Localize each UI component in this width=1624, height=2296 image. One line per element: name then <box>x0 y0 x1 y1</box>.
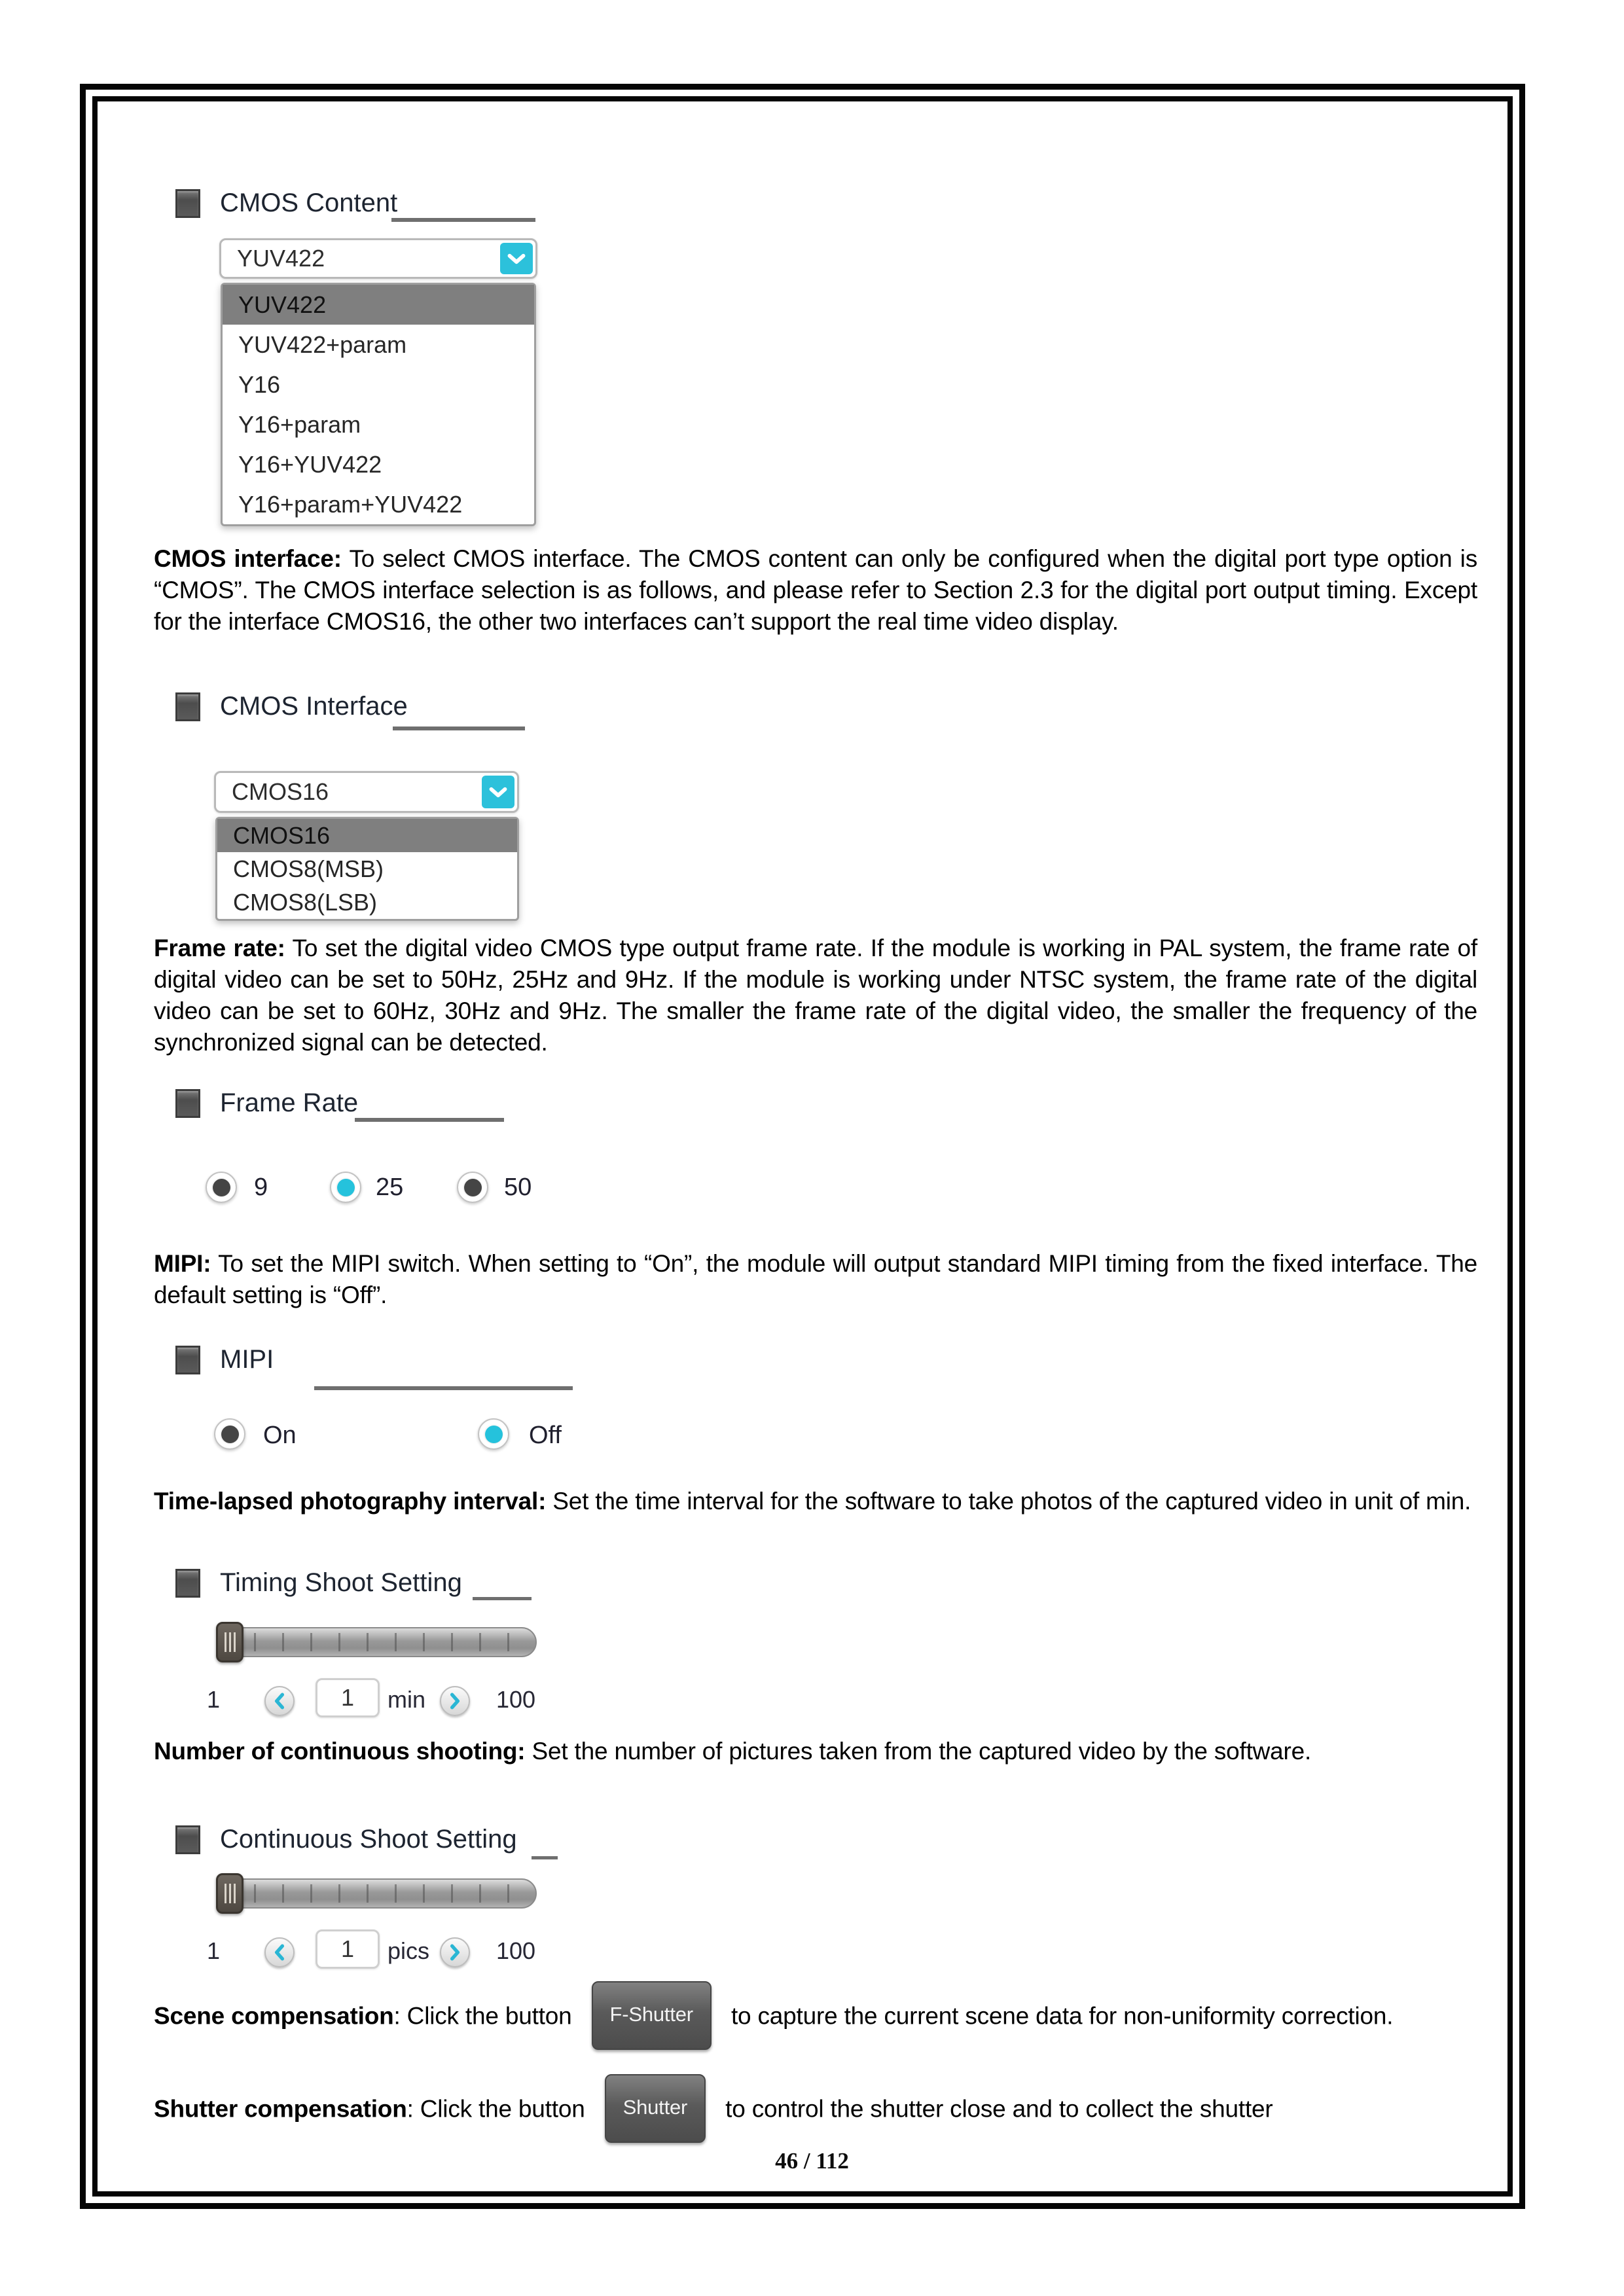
field-label-text: MIPI <box>220 1345 274 1374</box>
field-label-text: Timing Shoot Setting <box>220 1568 462 1597</box>
radio-dot <box>221 1426 239 1443</box>
frame-rate-radio-9[interactable] <box>206 1172 237 1203</box>
dropdown-option[interactable]: YUV422+param <box>238 331 407 358</box>
cmos-content-select[interactable] <box>219 238 537 279</box>
cmos-interface-field-label <box>175 692 408 721</box>
shutter-compensation-line <box>154 2076 1477 2145</box>
page-number: 46 / 112 <box>775 2148 849 2174</box>
continuous-description <box>154 1736 1477 1767</box>
select-value: CMOS16 <box>232 778 329 805</box>
checkbox-icon <box>175 1825 200 1854</box>
paragraph-body: : Click the button <box>393 2002 572 2030</box>
continuous-decrement-button[interactable] <box>264 1937 295 1967</box>
mipi-radio-off[interactable] <box>478 1418 509 1450</box>
chevron-right-icon <box>450 1693 460 1710</box>
checkbox-icon <box>175 1346 200 1374</box>
paragraph-lead: Scene compensation <box>154 2002 394 2030</box>
timing-value: 1 <box>340 1684 355 1711</box>
paragraph-lead: MIPI: <box>154 1250 211 1277</box>
paragraph-body: To select CMOS interface. The CMOS content can only be configured when the digital port type option is “CMOS”. The CMOS interface selection is as follows, and please refer to Section 2.3 for the digital port output timing. Except for the interface CMOS16, the other two interfaces can’t support the real time video display. <box>154 545 1477 635</box>
dropdown-option[interactable]: Y16+param <box>238 410 361 438</box>
scene-compensation-line <box>154 1983 1477 2052</box>
chevron-down-icon <box>489 787 507 798</box>
slider-ticks <box>228 1633 526 1651</box>
mipi-radio-on-label: On <box>263 1422 297 1449</box>
radio-dot <box>485 1426 503 1443</box>
timing-slider-handle[interactable] <box>216 1622 244 1662</box>
timing-slider-track[interactable] <box>221 1627 537 1657</box>
cmos-content-dropdown-list <box>221 283 536 526</box>
paragraph-lead: Frame rate: <box>154 935 285 961</box>
continuous-value: 1 <box>340 1935 355 1962</box>
frame-rate-description <box>154 933 1477 1058</box>
timing-increment-button[interactable] <box>440 1686 470 1716</box>
radio-dot <box>464 1179 482 1196</box>
paragraph-body: to control the shutter close and to collect the shutter <box>725 2095 1273 2123</box>
field-underline <box>473 1597 532 1600</box>
cmos-content-field-label <box>175 188 397 218</box>
radio-dot <box>337 1179 355 1196</box>
paragraph-body: Set the time interval for the software to take photos of the captured video in unit of min. <box>546 1488 1471 1515</box>
paragraph-body: : Click the button <box>406 2095 585 2123</box>
frame-rate-field-label <box>175 1088 358 1118</box>
field-underline <box>314 1386 573 1390</box>
chevron-left-icon <box>274 1693 285 1710</box>
paragraph-body: to capture the current scene data for non-uniformity correction. <box>731 2002 1394 2030</box>
field-label-text: Continuous Shoot Setting <box>220 1825 517 1854</box>
paragraph-lead: Time-lapsed photography interval: <box>154 1488 547 1515</box>
field-underline <box>355 1118 504 1122</box>
paragraph-body: Set the number of pictures taken from the captured video by the software. <box>525 1738 1312 1765</box>
checkbox-icon <box>175 189 200 218</box>
field-underline <box>391 218 535 222</box>
mipi-field-label <box>175 1345 274 1374</box>
field-underline <box>532 1856 558 1859</box>
f-shutter-button[interactable]: F-Shutter <box>592 1981 712 2050</box>
dropdown-option[interactable]: CMOS16 <box>217 819 517 852</box>
dropdown-option[interactable]: Y16+param+YUV422 <box>238 490 463 518</box>
field-label-text: Frame Rate <box>220 1088 359 1117</box>
field-label-text: CMOS Content <box>220 188 398 217</box>
timelapse-description <box>154 1486 1477 1517</box>
frame-rate-radio-25-label: 25 <box>376 1174 404 1201</box>
continuous-value-input[interactable] <box>316 1929 380 1969</box>
dropdown-option[interactable]: Y16+YUV422 <box>238 450 382 478</box>
dropdown-button[interactable] <box>500 243 533 274</box>
paragraph-lead: Number of continuous shooting: <box>154 1738 526 1765</box>
checkbox-icon <box>175 1569 200 1598</box>
mipi-radio-off-label: Off <box>529 1422 562 1449</box>
slider-grip <box>225 1884 236 1903</box>
frame-rate-radio-25[interactable] <box>330 1172 361 1203</box>
frame-rate-radio-50[interactable] <box>457 1172 488 1203</box>
timing-min-label: 1 <box>207 1686 221 1713</box>
mipi-description <box>154 1248 1477 1311</box>
dropdown-option[interactable]: YUV422 <box>223 285 534 325</box>
frame-rate-radio-9-label: 9 <box>254 1174 268 1201</box>
paragraph-lead: Shutter compensation <box>154 2095 407 2123</box>
field-underline <box>393 726 525 730</box>
paragraph-body: To set the digital video CMOS type output frame rate. If the module is working in PAL system, the frame rate of digital video can be set to 50Hz, 25Hz and 9Hz. If the module is working under NTSC system, the frame rate of the digital video can be set to 60Hz, 30Hz and 9Hz. The smaller the frame rate of the digital video, the smaller the frequency of the synchronized signal can be detected. <box>154 935 1477 1056</box>
dropdown-option[interactable]: Y16 <box>238 370 281 398</box>
slider-ticks <box>228 1884 526 1903</box>
checkbox-icon <box>175 1089 200 1118</box>
frame-rate-radio-50-label: 50 <box>504 1174 532 1201</box>
dropdown-option[interactable]: CMOS8(LSB) <box>233 888 378 916</box>
continuous-min-label: 1 <box>207 1937 221 1964</box>
checkbox-icon <box>175 692 200 721</box>
paragraph-body: To set the MIPI switch. When setting to “On”, the module will output standard MIPI timing from the fixed interface. The default setting is “Off”. <box>154 1250 1477 1308</box>
cmos-interface-select[interactable] <box>214 771 519 813</box>
timing-value-input[interactable] <box>316 1678 380 1717</box>
chevron-right-icon <box>450 1944 460 1961</box>
continuous-shoot-field-label <box>175 1825 517 1854</box>
field-label-text: CMOS Interface <box>220 692 408 721</box>
timing-decrement-button[interactable] <box>264 1686 295 1716</box>
mipi-radio-on[interactable] <box>214 1418 245 1450</box>
continuous-increment-button[interactable] <box>440 1937 470 1967</box>
cmos-interface-description <box>154 543 1477 637</box>
radio-dot <box>213 1179 230 1196</box>
shutter-button[interactable]: Shutter <box>605 2074 706 2143</box>
slider-grip <box>225 1632 236 1652</box>
cmos-interface-dropdown-list <box>215 817 519 921</box>
timing-unit-label: min <box>388 1686 426 1713</box>
continuous-unit-label: pics <box>388 1937 430 1964</box>
continuous-slider-handle[interactable] <box>216 1873 244 1914</box>
select-value: YUV422 <box>237 245 325 272</box>
timing-shoot-field-label <box>175 1568 462 1598</box>
dropdown-option[interactable]: CMOS8(MSB) <box>233 855 384 882</box>
timing-max-label: 100 <box>496 1686 536 1713</box>
dropdown-button[interactable] <box>482 776 514 808</box>
chevron-down-icon <box>507 253 526 264</box>
paragraph-lead: CMOS interface: <box>154 545 342 572</box>
continuous-slider-track[interactable] <box>221 1878 537 1909</box>
chevron-left-icon <box>274 1944 285 1961</box>
continuous-max-label: 100 <box>496 1937 536 1964</box>
